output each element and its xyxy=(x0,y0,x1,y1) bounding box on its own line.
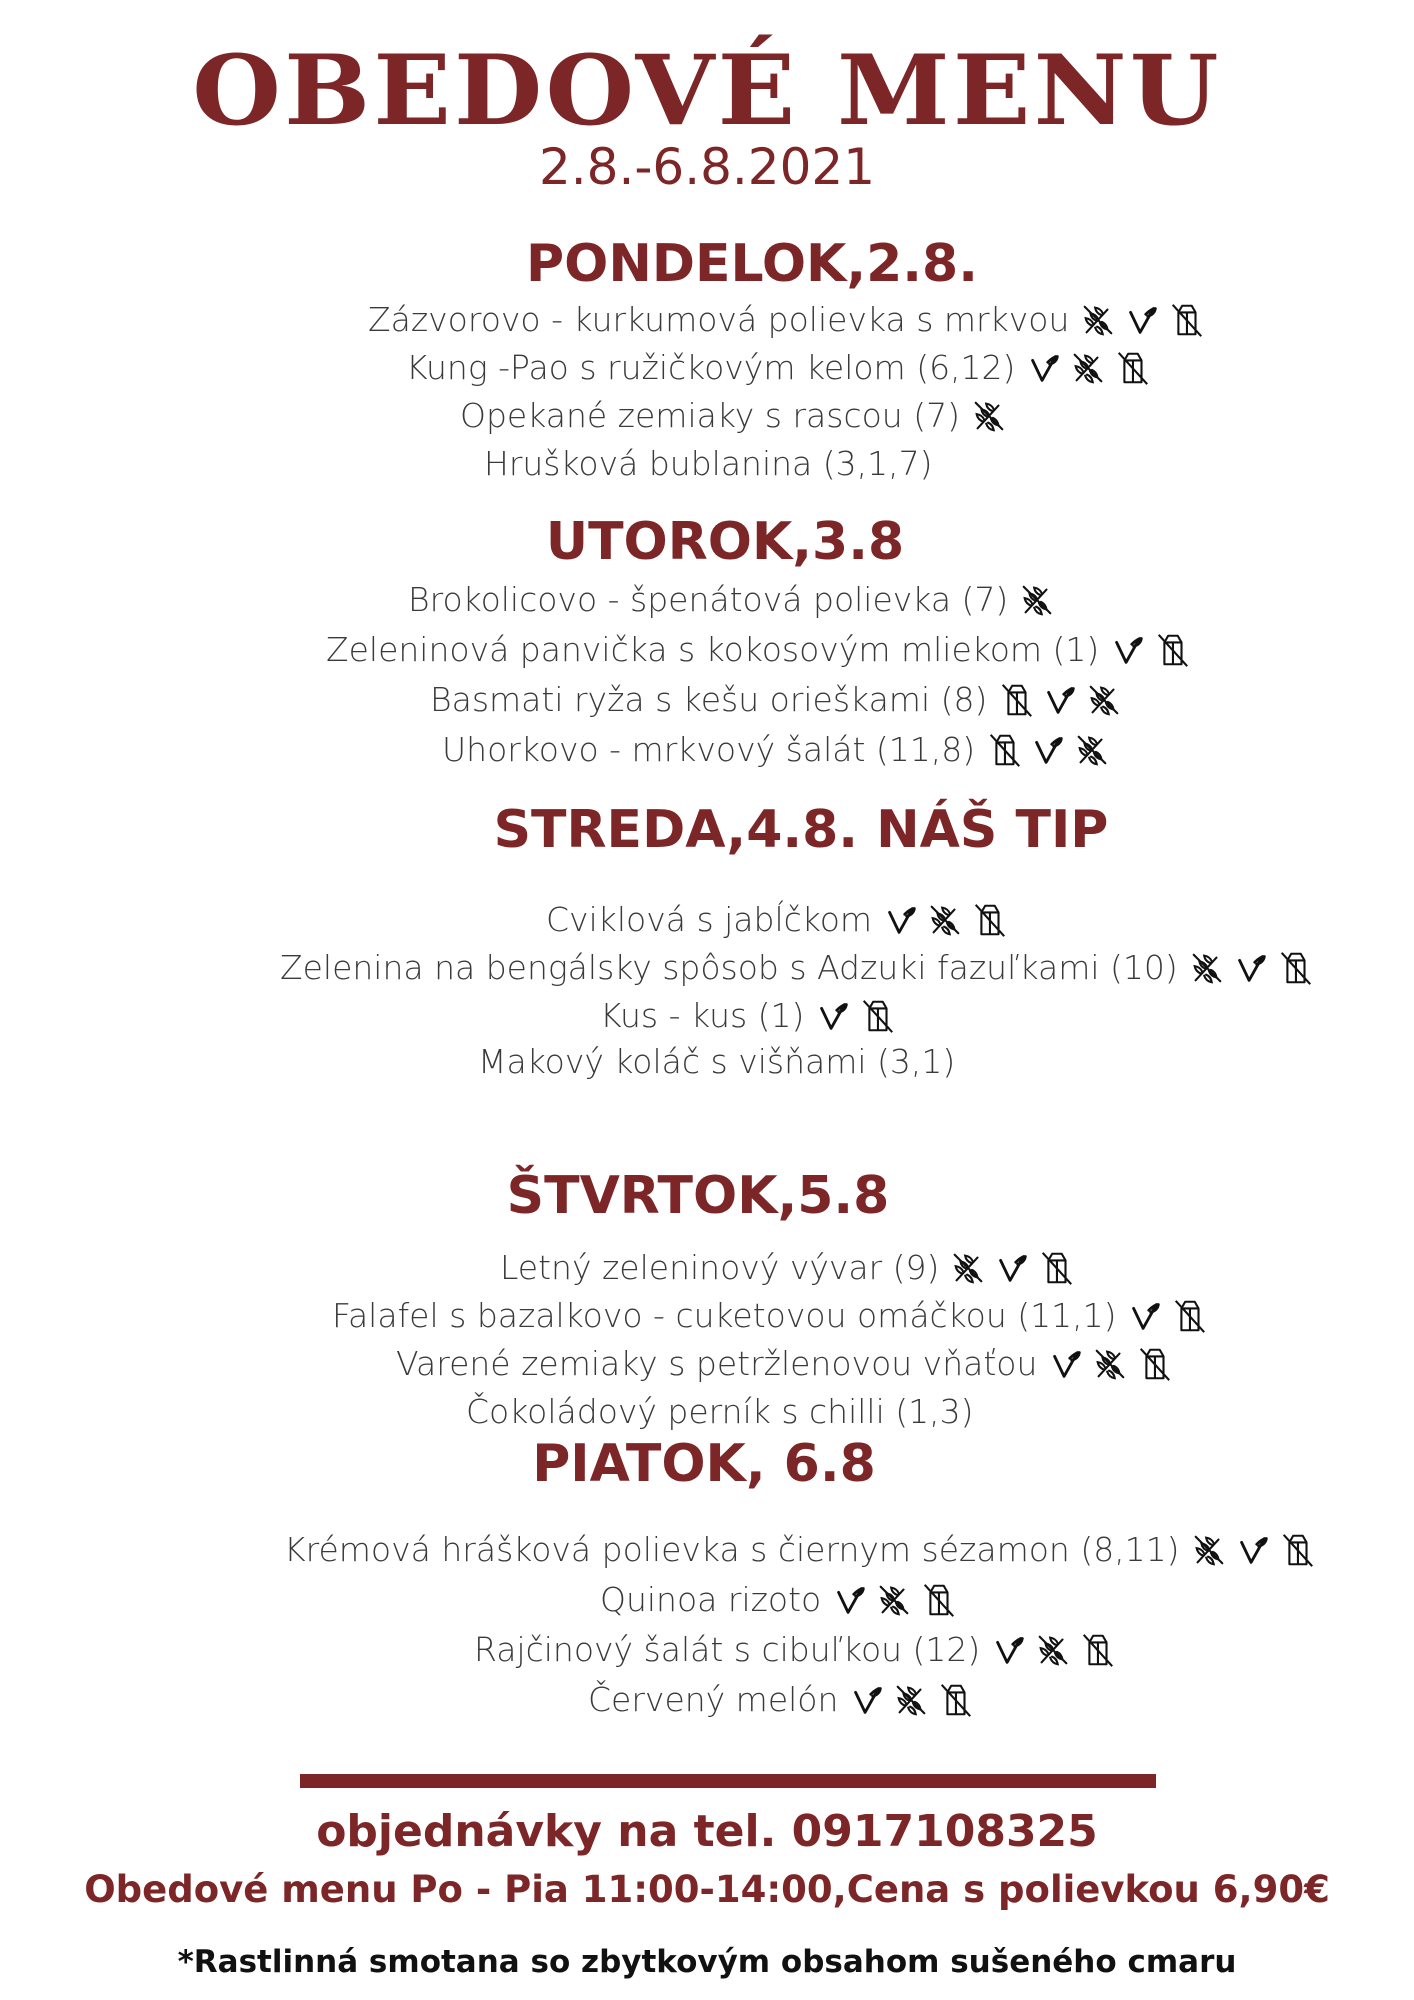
lactose-free-icon xyxy=(970,901,1008,939)
dish-item: Falafel s bazalkovo - cuketovou omáčkou (11,1) xyxy=(332,1296,1208,1335)
gluten-free-icon xyxy=(1091,1345,1129,1383)
dish-item: Rajčinový šalát s cibuľkou (12) xyxy=(474,1630,1116,1669)
dish-item: Opekané zemiaky s rascou (7) xyxy=(460,396,1008,435)
lactose-free-icon xyxy=(919,1581,957,1619)
day-heading-monday: PONDELOK,2.8. xyxy=(526,234,978,294)
vegan-icon xyxy=(1025,349,1063,387)
lactose-free-icon xyxy=(997,681,1035,719)
lactose-free-icon xyxy=(1153,631,1191,669)
vegan-icon xyxy=(814,997,852,1035)
gluten-free-icon xyxy=(1079,301,1117,339)
vegan-icon xyxy=(990,1631,1028,1669)
gluten-free-icon xyxy=(1073,731,1111,769)
dish-item: Cviklová s jabĺčkom xyxy=(546,900,1008,939)
dish-item: Varené zemiaky s petržlenovou vňaťou xyxy=(396,1344,1173,1383)
vegan-icon xyxy=(1126,1297,1164,1335)
dish-item: Kung -Pao s ružičkovým kelom (6,12) xyxy=(406,348,1151,387)
gluten-free-icon xyxy=(1034,1631,1072,1669)
day-heading-wednesday: STREDA,4.8. NÁŠ TIP xyxy=(493,800,1109,860)
dish-item: Makový koláč s višňami (3,1) xyxy=(478,1042,956,1081)
hours-price-text: Obedové menu Po - Pia 11:00-14:00,Cena s polievkou 6,90€ xyxy=(84,1868,1330,1911)
lactose-free-icon xyxy=(858,997,896,1035)
day-heading-tuesday: UTOROK,3.8 xyxy=(545,512,905,572)
lactose-free-icon xyxy=(936,1681,974,1719)
day-heading-thursday: ŠTVRTOK,5.8 xyxy=(506,1166,890,1226)
dish-item: Zázvorovo - kurkumová polievka s mrkvou xyxy=(368,300,1205,339)
gluten-free-icon xyxy=(1069,349,1107,387)
dish-item: Basmati ryža s kešu orieškami (8) xyxy=(430,680,1123,719)
lactose-free-icon xyxy=(1170,1297,1208,1335)
dish-item: Hrušková bublanina (3,1,7) xyxy=(484,444,933,483)
vegan-icon xyxy=(831,1581,869,1619)
lactose-free-icon xyxy=(1135,1345,1173,1383)
dish-item: Quinoa rizoto xyxy=(600,1580,957,1619)
gluten-free-icon xyxy=(1188,949,1226,987)
dish-item: Uhorkovo - mrkvový šalát (11,8) xyxy=(442,730,1111,769)
dish-item: Zelenina na bengálsky spôsob s Adzuki fazuľkami (10) xyxy=(280,948,1314,987)
vegan-icon xyxy=(1234,1531,1272,1569)
gluten-free-icon xyxy=(926,901,964,939)
dish-item: Brokolicovo - špenátová polievka (7) xyxy=(408,580,1056,619)
dish-item: Kus - kus (1) xyxy=(600,996,896,1035)
lactose-free-icon xyxy=(1113,349,1151,387)
divider xyxy=(300,1774,1156,1788)
gluten-free-icon xyxy=(1018,581,1056,619)
dish-item: Červený melón xyxy=(588,1680,974,1719)
vegan-icon xyxy=(1041,681,1079,719)
footnote: *Rastlinná smotana so zbytkovým obsahom sušeného cmaru xyxy=(177,1944,1237,1980)
lactose-free-icon xyxy=(1167,301,1205,339)
dish-item: Zeleninová panvička s kokosovým mliekom (1) xyxy=(326,630,1191,669)
dish-item: Krémová hrášková polievka s čiernym sézamon (8,11) xyxy=(284,1530,1316,1569)
vegan-icon xyxy=(1232,949,1270,987)
date-range: 2.8.-6.8.2021 xyxy=(538,138,876,196)
gluten-free-icon xyxy=(892,1681,930,1719)
gluten-free-icon xyxy=(1190,1531,1228,1569)
vegan-icon xyxy=(1109,631,1147,669)
day-heading-friday: PIATOK, 6.8 xyxy=(532,1434,876,1494)
gluten-free-icon xyxy=(949,1249,987,1287)
dish-item: Čokoládový perník s chilli (1,3) xyxy=(466,1392,974,1431)
vegan-icon xyxy=(848,1681,886,1719)
vegan-icon xyxy=(1123,301,1161,339)
vegan-icon xyxy=(1047,1345,1085,1383)
gluten-free-icon xyxy=(1085,681,1123,719)
vegan-icon xyxy=(993,1249,1031,1287)
vegan-icon xyxy=(882,901,920,939)
lactose-free-icon xyxy=(1276,949,1314,987)
vegan-icon xyxy=(1029,731,1067,769)
dish-item: Letný zeleninový vývar (9) xyxy=(500,1248,1075,1287)
order-phone-text: objednávky na tel. 0917108325 xyxy=(316,1806,1098,1857)
lactose-free-icon xyxy=(985,731,1023,769)
page-title: OBEDOVÉ MENU xyxy=(192,34,1222,147)
gluten-free-icon xyxy=(970,397,1008,435)
lactose-free-icon xyxy=(1278,1531,1316,1569)
lactose-free-icon xyxy=(1037,1249,1075,1287)
gluten-free-icon xyxy=(875,1581,913,1619)
lactose-free-icon xyxy=(1078,1631,1116,1669)
